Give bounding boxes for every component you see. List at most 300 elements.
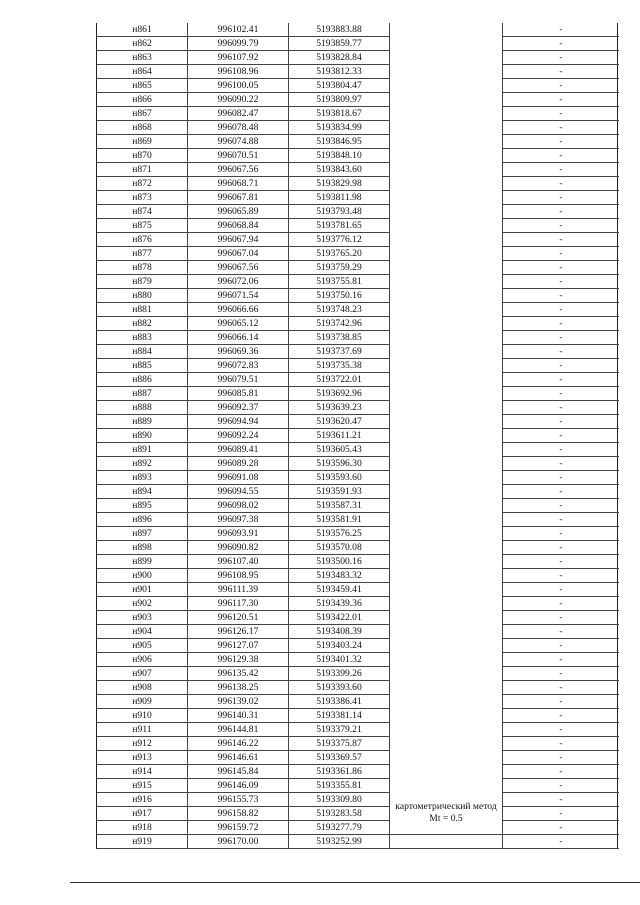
method-cell [390,597,503,611]
dash-cell: - [503,163,620,177]
x-coordinate-cell: 996138.25 [188,681,289,695]
y-coordinate-cell: 5193735.38 [289,359,390,373]
method-cell [390,219,503,233]
table-row [97,121,619,135]
method-note-cell: картометрический метод Mt = 0.5 [390,793,503,835]
point-number-cell: н898 [97,541,188,555]
x-coordinate-cell: 996146.09 [188,779,289,793]
x-coordinate-cell: 996070.51 [188,149,289,163]
coordinates-table [97,23,619,849]
y-coordinate-cell: 5193692.96 [289,387,390,401]
method-cell [390,65,503,79]
x-coordinate-cell: 996145.84 [188,765,289,779]
point-number-cell: н885 [97,359,188,373]
y-coordinate-cell: 5193738.85 [289,331,390,345]
table-row [97,317,619,331]
y-coordinate-cell: 5193859.77 [289,37,390,51]
dash-cell: - [503,807,620,821]
dash-cell: - [503,65,620,79]
dash-cell: - [503,527,620,541]
x-coordinate-cell: 996091.08 [188,471,289,485]
method-cell [390,387,503,401]
x-coordinate-cell: 996108.96 [188,65,289,79]
method-cell [390,149,503,163]
point-number-cell: н890 [97,429,188,443]
y-coordinate-cell: 5193776.12 [289,233,390,247]
x-coordinate-cell: 996085.81 [188,387,289,401]
dash-cell: - [503,555,620,569]
x-coordinate-cell: 996090.22 [188,93,289,107]
table-row [97,835,619,849]
point-number-cell: н902 [97,597,188,611]
table-row [97,597,619,611]
method-cell [390,695,503,709]
table-row [97,23,619,37]
dash-cell: - [503,513,620,527]
y-coordinate-cell: 5193439.36 [289,597,390,611]
table-row [97,233,619,247]
table-row [97,639,619,653]
dash-cell: - [503,93,620,107]
dash-cell: - [503,751,620,765]
dash-cell: - [503,779,620,793]
dash-cell: - [503,583,620,597]
dash-cell: - [503,821,620,835]
dash-cell: - [503,723,620,737]
table-row [97,569,619,583]
y-coordinate-cell: 5193355.81 [289,779,390,793]
point-number-cell: н880 [97,289,188,303]
x-coordinate-cell: 996067.04 [188,247,289,261]
point-number-cell: н904 [97,625,188,639]
y-coordinate-cell: 5193811.98 [289,191,390,205]
x-coordinate-cell: 996107.92 [188,51,289,65]
point-number-cell: н895 [97,499,188,513]
point-number-cell: н865 [97,79,188,93]
point-number-cell: н912 [97,737,188,751]
x-coordinate-cell: 996067.56 [188,163,289,177]
point-number-cell: н862 [97,37,188,51]
method-cell [390,163,503,177]
y-coordinate-cell: 5193381.14 [289,709,390,723]
point-number-cell: н919 [97,835,188,849]
method-cell [390,513,503,527]
dash-cell: - [503,611,620,625]
table-row [97,51,619,65]
table-row [97,765,619,779]
method-cell [390,233,503,247]
dash-cell: - [503,205,620,219]
dash-cell: - [503,443,620,457]
point-number-cell: н897 [97,527,188,541]
table-row [97,303,619,317]
point-number-cell: н871 [97,163,188,177]
x-coordinate-cell: 996100.05 [188,79,289,93]
method-cell [390,373,503,387]
x-coordinate-cell: 996094.55 [188,485,289,499]
table-row [97,457,619,471]
y-coordinate-cell: 5193570.08 [289,541,390,555]
method-cell [390,555,503,569]
dash-cell: - [503,625,620,639]
table-row [97,443,619,457]
point-number-cell: н868 [97,121,188,135]
table-row [97,93,619,107]
method-cell [390,611,503,625]
x-coordinate-cell: 996068.84 [188,219,289,233]
method-cell [390,457,503,471]
dash-cell: - [503,177,620,191]
method-cell [390,429,503,443]
dash-cell: - [503,485,620,499]
x-coordinate-cell: 996072.83 [188,359,289,373]
y-coordinate-cell: 5193361.86 [289,765,390,779]
method-cell [390,135,503,149]
y-coordinate-cell: 5193748.23 [289,303,390,317]
dash-cell: - [503,695,620,709]
x-coordinate-cell: 996129.38 [188,653,289,667]
method-cell [390,359,503,373]
x-coordinate-cell: 996144.81 [188,723,289,737]
dash-cell: - [503,639,620,653]
method-cell [390,107,503,121]
point-number-cell: н883 [97,331,188,345]
dash-cell: - [503,345,620,359]
x-coordinate-cell: 996099.79 [188,37,289,51]
table-row [97,107,619,121]
dash-cell: - [503,653,620,667]
point-number-cell: н892 [97,457,188,471]
y-coordinate-cell: 5193765.20 [289,247,390,261]
table-row [97,429,619,443]
y-coordinate-cell: 5193818.67 [289,107,390,121]
y-coordinate-cell: 5193793.48 [289,205,390,219]
method-cell [390,23,503,37]
dash-cell: - [503,401,620,415]
table-row [97,555,619,569]
x-coordinate-cell: 996117.30 [188,597,289,611]
table-row [97,345,619,359]
method-cell [390,205,503,219]
point-number-cell: н891 [97,443,188,457]
dash-cell: - [503,793,620,807]
table-row [97,289,619,303]
point-number-cell: н901 [97,583,188,597]
dash-cell: - [503,471,620,485]
method-cell [390,289,503,303]
method-cell [390,37,503,51]
table-row [97,247,619,261]
dash-cell: - [503,387,620,401]
point-number-cell: н916 [97,793,188,807]
table-row [97,37,619,51]
table-row [97,821,619,835]
y-coordinate-cell: 5193277.79 [289,821,390,835]
dash-cell: - [503,331,620,345]
x-coordinate-cell: 996140.31 [188,709,289,723]
x-coordinate-cell: 996066.14 [188,331,289,345]
method-cell [390,93,503,107]
point-number-cell: н874 [97,205,188,219]
x-coordinate-cell: 996159.72 [188,821,289,835]
table-row [97,261,619,275]
point-number-cell: н918 [97,821,188,835]
x-coordinate-cell: 996066.66 [188,303,289,317]
x-coordinate-cell: 996072.06 [188,275,289,289]
method-cell [390,303,503,317]
x-coordinate-cell: 996102.41 [188,23,289,37]
point-number-cell: н896 [97,513,188,527]
table-row [97,401,619,415]
point-number-cell: н877 [97,247,188,261]
method-cell [390,709,503,723]
point-number-cell: н909 [97,695,188,709]
dash-cell: - [503,667,620,681]
point-number-cell: н879 [97,275,188,289]
x-coordinate-cell: 996146.61 [188,751,289,765]
y-coordinate-cell: 5193379.21 [289,723,390,737]
method-cell [390,79,503,93]
dash-cell: - [503,191,620,205]
table-row [97,527,619,541]
dash-cell: - [503,149,620,163]
y-coordinate-cell: 5193828.84 [289,51,390,65]
point-number-cell: н863 [97,51,188,65]
table-row [97,723,619,737]
table-row [97,387,619,401]
y-coordinate-cell: 5193483.32 [289,569,390,583]
x-coordinate-cell: 996074.88 [188,135,289,149]
dash-cell: - [503,373,620,387]
y-coordinate-cell: 5193369.57 [289,751,390,765]
point-number-cell: н906 [97,653,188,667]
x-coordinate-cell: 996067.81 [188,191,289,205]
dash-cell: - [503,835,620,849]
table-row [97,65,619,79]
y-coordinate-cell: 5193399.26 [289,667,390,681]
method-cell [390,639,503,653]
table-row [97,541,619,555]
table-row [97,485,619,499]
y-coordinate-cell: 5193393.60 [289,681,390,695]
point-number-cell: н899 [97,555,188,569]
table-row [97,625,619,639]
table-row [97,499,619,513]
table-row [97,583,619,597]
method-cell [390,499,503,513]
method-cell [390,569,503,583]
dash-cell: - [503,415,620,429]
y-coordinate-cell: 5193759.29 [289,261,390,275]
x-coordinate-cell: 996170.00 [188,835,289,849]
table-row [97,653,619,667]
dash-cell: - [503,681,620,695]
table-row [97,219,619,233]
table-row [97,275,619,289]
y-coordinate-cell: 5193737.69 [289,345,390,359]
point-number-cell: н886 [97,373,188,387]
y-coordinate-cell: 5193401.32 [289,653,390,667]
point-number-cell: н866 [97,93,188,107]
table-row [97,513,619,527]
table-row [97,611,619,625]
y-coordinate-cell: 5193403.24 [289,639,390,653]
table-row [97,737,619,751]
y-coordinate-cell: 5193591.93 [289,485,390,499]
table-row [97,79,619,93]
method-cell [390,121,503,135]
point-number-cell: н917 [97,807,188,821]
method-cell [390,485,503,499]
method-cell [390,625,503,639]
x-coordinate-cell: 996108.95 [188,569,289,583]
point-number-cell: н864 [97,65,188,79]
x-coordinate-cell: 996126.17 [188,625,289,639]
table-row [97,807,619,821]
y-coordinate-cell: 5193459.41 [289,583,390,597]
y-coordinate-cell: 5193809.97 [289,93,390,107]
dash-cell: - [503,303,620,317]
y-coordinate-cell: 5193639.23 [289,401,390,415]
y-coordinate-cell: 5193755.81 [289,275,390,289]
method-cell [390,317,503,331]
y-coordinate-cell: 5193804.47 [289,79,390,93]
y-coordinate-cell: 5193722.01 [289,373,390,387]
x-coordinate-cell: 996158.82 [188,807,289,821]
x-coordinate-cell: 996090.82 [188,541,289,555]
table-row [97,373,619,387]
dash-cell: - [503,247,620,261]
point-number-cell: н876 [97,233,188,247]
x-coordinate-cell: 996092.24 [188,429,289,443]
x-coordinate-cell: 996139.02 [188,695,289,709]
x-coordinate-cell: 996069.36 [188,345,289,359]
x-coordinate-cell: 996127.07 [188,639,289,653]
method-cell [390,653,503,667]
method-cell [390,443,503,457]
x-coordinate-cell: 996146.22 [188,737,289,751]
y-coordinate-cell: 5193252.99 [289,835,390,849]
point-number-cell: н911 [97,723,188,737]
point-number-cell: н884 [97,345,188,359]
x-coordinate-cell: 996135.42 [188,667,289,681]
point-number-cell: н915 [97,779,188,793]
method-cell [390,541,503,555]
point-number-cell: н889 [97,415,188,429]
table-row [97,359,619,373]
x-coordinate-cell: 996068.71 [188,177,289,191]
x-coordinate-cell: 996067.94 [188,233,289,247]
point-number-cell: н888 [97,401,188,415]
point-number-cell: н894 [97,485,188,499]
dash-cell: - [503,107,620,121]
y-coordinate-cell: 5193742.96 [289,317,390,331]
x-coordinate-cell: 996120.51 [188,611,289,625]
table-row [97,709,619,723]
method-cell [390,751,503,765]
coordinates-table-body [97,23,619,849]
y-coordinate-cell: 5193812.33 [289,65,390,79]
y-coordinate-cell: 5193620.47 [289,415,390,429]
x-coordinate-cell: 996098.02 [188,499,289,513]
point-number-cell: н881 [97,303,188,317]
table-row [97,695,619,709]
y-coordinate-cell: 5193375.87 [289,737,390,751]
y-coordinate-cell: 5193309.80 [289,793,390,807]
dash-cell: - [503,499,620,513]
table-row [97,667,619,681]
dash-cell: - [503,541,620,555]
point-number-cell: н914 [97,765,188,779]
table-row [97,177,619,191]
method-cell [390,723,503,737]
dash-cell: - [503,51,620,65]
point-number-cell: н900 [97,569,188,583]
y-coordinate-cell: 5193829.98 [289,177,390,191]
method-cell [390,51,503,65]
dash-cell: - [503,275,620,289]
method-cell [390,247,503,261]
dash-cell: - [503,233,620,247]
y-coordinate-cell: 5193843.60 [289,163,390,177]
dash-cell: - [503,23,620,37]
x-coordinate-cell: 996092.37 [188,401,289,415]
table-row [97,681,619,695]
y-coordinate-cell: 5193781.65 [289,219,390,233]
method-cell [390,667,503,681]
y-coordinate-cell: 5193576.25 [289,527,390,541]
point-number-cell: н873 [97,191,188,205]
x-coordinate-cell: 996071.54 [188,289,289,303]
point-number-cell: н893 [97,471,188,485]
point-number-cell: н867 [97,107,188,121]
point-number-cell: н907 [97,667,188,681]
point-number-cell: н908 [97,681,188,695]
y-coordinate-cell: 5193605.43 [289,443,390,457]
x-coordinate-cell: 996078.48 [188,121,289,135]
point-number-cell: н861 [97,23,188,37]
y-coordinate-cell: 5193422.01 [289,611,390,625]
y-coordinate-cell: 5193883.88 [289,23,390,37]
y-coordinate-cell: 5193596.30 [289,457,390,471]
point-number-cell: н875 [97,219,188,233]
x-coordinate-cell: 996097.38 [188,513,289,527]
point-number-cell: н870 [97,149,188,163]
method-cell [390,527,503,541]
method-cell [390,471,503,485]
table-row [97,205,619,219]
dash-cell: - [503,709,620,723]
dash-cell: - [503,765,620,779]
y-coordinate-cell: 5193408.39 [289,625,390,639]
table-row [97,415,619,429]
x-coordinate-cell: 996065.89 [188,205,289,219]
y-coordinate-cell: 5193386.41 [289,695,390,709]
table-row [97,149,619,163]
point-number-cell: н913 [97,751,188,765]
dash-cell: - [503,317,620,331]
x-coordinate-cell: 996067.56 [188,261,289,275]
method-cell [390,737,503,751]
x-coordinate-cell: 996093.91 [188,527,289,541]
point-number-cell: н910 [97,709,188,723]
method-cell [390,415,503,429]
point-number-cell: н869 [97,135,188,149]
method-cell [390,275,503,289]
x-coordinate-cell: 996155.73 [188,793,289,807]
table-row [97,751,619,765]
point-number-cell: н905 [97,639,188,653]
